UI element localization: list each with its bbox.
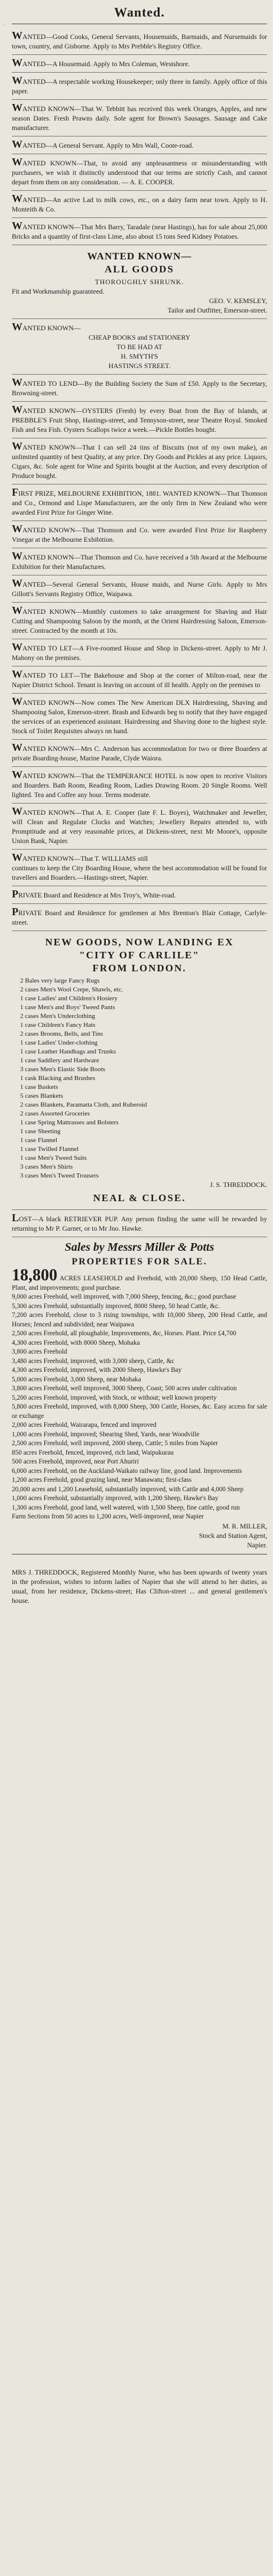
ad-text: WANTED KNOWN—That Thomson and Co. were awarded First Prize for Raspberry Vinegar at the Melbourne Exhibition. [12, 523, 267, 544]
ad-item [12, 548, 267, 575]
ad-item [12, 666, 267, 694]
ad-subheading: TO BE HAD AT [116, 343, 162, 351]
ad-books [12, 319, 267, 375]
ad-text: WANTED—Good Cooks, General Servants, Housemaids, Barmaids, and Nursemaids for town, country, and Gisborne. Apply to Mrs Prebble's Registry Office. [12, 30, 267, 50]
ad-item [12, 804, 267, 850]
list-item: 2 cases Brooms, Bells, and Tins [20, 1030, 103, 1037]
ad-item [12, 767, 267, 804]
ad-item [12, 55, 267, 73]
property-text: ACRES LEASEHOLD and Freehold, with 20,000 Sheep, 150 Head Cattle, Plant, and improvements; good purchase. [12, 1275, 267, 1292]
property-row: 1,300 acres Freehold, good land, well watered, with 1,500 Sheep, fine cattle, good run [12, 1504, 240, 1511]
ad-text: WANTED KNOWN—That A. E. Cooper (late F. L. Boyes), Watchmaker and Jeweller, will Clean and Regulate Clocks and Watches; Jewellery Repairs attended to, with Promptitude and at very reasonable prices, at Dickens-street, next Mr Moore's, opposite Union Bank, Napier. [12, 805, 267, 845]
ad-text: WANTED KNOWN—That the TEMPERANCE HOTEL is now open to receive Visitors and Boarders. Bath Room, Reading Room, Ladies Drawing Room. 20 Single Rooms. Well lighted. Tea and Coffee any hour. Terms moderate. [12, 769, 267, 799]
ad-text: WANTED TO LET—The Bakehouse and Shop at the corner of Milton-road, near the Napier District School. Tenant is leaving on account of ill health. Apply on the premises to [12, 668, 267, 689]
property-row: 20,000 acres and 1,200 Leasehold, substantially improved, with Cattle and 4,000 Sheep [12, 1485, 244, 1493]
ad-all-goods [12, 245, 267, 319]
ad-item [12, 521, 267, 548]
ad-text: continues to keep the City Boarding House, where the best accommodation will be found for travellers and Boarders.—Hastings-street, Napier. [12, 864, 267, 882]
acres-figure: 18,800 [12, 1266, 57, 1284]
property-row: 5,800 acres Freehold, improved, with 8,000 Sheep, 300 Cattle, Horses, &c. Easy access for sale or exchange [12, 1403, 267, 1420]
list-item: 1 case Leather Handbags and Trunks [20, 1048, 116, 1055]
ad-williams [12, 850, 267, 886]
ad-item [12, 100, 267, 136]
property-row: 6,000 acres Freehold, on the Auckland-Waikato railway line, good land. Improvements [12, 1467, 242, 1475]
property-row: 2,500 acres Freehold, well improved, 2000 sheep, Cattle; 5 miles from Napier [12, 1440, 218, 1447]
ad-text: WANTED KNOWN—That I can sell 24 tins of Biscuits (not of my own make), an unlimited quantity of best Quality, at any price. Dry Goods and Pickles at any price. Liquors, Cigars, &c. Sole agent for Wine and Spirits bought at the Auction, and every description of Produce bought. [12, 440, 267, 480]
ad-heading: CHEAP BOOKS and STATIONERY [88, 334, 191, 341]
property-row: 4,300 acres Freehold, improved, with 2000 Sheep, Hawke's Bay [12, 1367, 182, 1374]
properties-signature: Napier. [247, 1541, 267, 1549]
ad-item [12, 136, 267, 154]
ad-text: WANTED TO LEND—By the Building Society the Sum of £50. Apply to the Secretary, Browning-street. [12, 376, 267, 397]
property-row: 7,200 acres Freehold, close to 3 rising townships, with 10,000 Sheep, 200 Head Cattle, and Horses; fenced and subdivided; near Waipawa [12, 1312, 267, 1328]
list-item: 1 case Men's Tweed Suits [20, 1154, 87, 1162]
sales-banner: Sales by Messrs Miller & Potts [64, 1241, 214, 1254]
sales-section [12, 1241, 267, 1550]
ad-signature: J. S. THREDDOCK. [210, 1181, 267, 1189]
ad-item [12, 694, 267, 740]
ad-subheading: H. SMYTH'S [121, 353, 158, 360]
property-row: 1,200 acres Freehold, good grazing land, near Manawatu; first-class [12, 1476, 192, 1484]
list-item: 3 cases Men's Shirts [20, 1163, 73, 1170]
ad-item [12, 73, 267, 100]
properties-signature: M. R. MILLER, [222, 1522, 267, 1530]
ad-text: WANTED KNOWN—That Mrs Barry, Taradale (near Hastings), has for sale about 25,000 Bricks and a quantity of first-class Lime, also about 15 tons Seed Kidney Potatoes. [12, 220, 267, 240]
list-item: 1 case Ladies' and Children's Hosiery [20, 995, 118, 1002]
ad-item [12, 402, 267, 438]
ad-subheading: HASTINGS STREET. [108, 362, 171, 370]
list-item: 2 cases Blankets, Paramatta Cloth, and Ruberoid [20, 1101, 147, 1108]
list-item: 3 cases Men's Elastic Side Boots [20, 1066, 106, 1073]
list-item: 1 case Saddlery and Hardware [20, 1057, 99, 1064]
list-item: 1 case Men's and Boys' Tweed Pants [20, 1004, 115, 1011]
ad-lodge-board [12, 904, 267, 931]
ad-text: PRIVATE Board and Residence at Mrs Troy's, White-road. [12, 888, 176, 900]
ad-item [12, 28, 267, 55]
ad-signature: Tailor and Outfitter, Emerson-street. [167, 307, 267, 314]
property-row: 4,300 acres Freehold, with 8000 Sheep, Mohaka [12, 1339, 140, 1346]
ad-private-board [12, 886, 267, 904]
ad-item [12, 218, 267, 245]
ad-text: WANTED—Several General Servants, House maids, and Nurse Girls. Apply to Mrs Gillott's Servants Registry Office, Waipawa. [12, 577, 267, 598]
ad-text: FIRST PRIZE, MELBOURNE EXHIBITION, 1881. WANTED KNOWN—That Thomson and Co., Ormond and Lispe Manufacturers, are the only firm in New Zealand who were awarded First Prize for Ginger Wine. [12, 486, 267, 516]
property-row: 850 acres Freehold, fenced, improved, rich land, Waipukurau [12, 1449, 174, 1456]
ad-text: WANTED—A General Servant. Apply to Mrs Wall, Coote-road. [12, 138, 194, 150]
list-item: 2 Bales very large Fancy Rugs [20, 977, 100, 984]
ad-lost [12, 1210, 267, 1237]
ad-text: WANTED KNOWN—That T. WILLIAMS still [12, 851, 148, 863]
ad-text: WANTED KNOWN—That Thomson and Co. have received a 5th Award at the Melbourne Exhibition for their Manufactures. [12, 550, 267, 571]
ads-block-2 [12, 375, 267, 850]
ads-block-1 [12, 28, 267, 245]
ad-text: MRS J. THREDDOCK, Registered Monthly Nurse, who has been upwards of twenty years in the profession, wishes to inform ladies of Napier that she will attend to her duties, as usual, from her residence, Dickens-street; Has Clifton-street ... and general gentlemen's house. [12, 1569, 267, 1605]
properties-signature: Stock and Station Agent, [199, 1531, 267, 1540]
list-item: 1 case Twilled Flannel [20, 1146, 79, 1153]
page-title: Wanted. [114, 5, 165, 19]
ad-subheading: THOROUGHLY SHRUNK. [95, 278, 184, 286]
property-row: Farm Sections from 50 acres to 1,200 acres, Well-improved, near Napier [12, 1513, 204, 1520]
ad-text: WANTED KNOWN—That W. Tebbitt has received this week Oranges, Apples, and new season Dates. Fresh Prawns daily. Sole agent for Brown's Sausages. Sausage and Cake manufacturer. [12, 102, 267, 132]
advert-column [4, 0, 269, 1606]
ad-heading: "CITY OF CARLILE" [79, 949, 200, 961]
properties-heading: PROPERTIES FOR SALE. [72, 1257, 207, 1267]
ad-heading: FROM LONDON. [92, 962, 187, 974]
property-row: 5,300 acres Freehold, substantially improved, 8000 Sheep, 50 head Cattle, &c. [12, 1302, 220, 1310]
ad-signature: NEAL & CLOSE. [93, 1192, 186, 1204]
list-item: 1 case Sheeting [20, 1128, 61, 1135]
property-row: 3,480 acres Freehold, improved, with 3,000 sheep, Cattle, &c [12, 1357, 175, 1365]
ad-text: Fit and Workmanship guaranteed. [12, 288, 105, 295]
list-item: 1 case Ladies' Under-clothing [20, 1039, 98, 1046]
ad-heading: NEW GOODS, NOW LANDING EX [45, 936, 234, 948]
list-item: 1 case Children's Fancy Hats [20, 1022, 96, 1029]
list-item: 5 cases Blankets [20, 1092, 63, 1100]
property-row: 1,000 acres Freehold, substantially improved, with 1,200 Sheep, Hawke's Bay [12, 1495, 219, 1502]
property-row: 500 acres Freehold, improved, near Port Ahuriri [12, 1458, 139, 1465]
ad-text: WANTED KNOWN—Monthly customers to take arrangement for Shaving and Hair Cutting and Shampooing Saloon by the month, at the Orient Hairdressing Saloon, Emerson-street. Contracted by the month at 10s. [12, 604, 267, 635]
goods-list [12, 977, 267, 1180]
property-row: 5,000 acres Freehold, 3,000 Sheep, near Mohaka [12, 1375, 141, 1383]
ad-text: WANTED—A respectable working Housekeeper; only three in family. Apply office of this paper. [12, 74, 267, 95]
property-row: 2,500 acres Freehold, all ploughable, Improvements, &c, Horses. Plant. Price £4,700 [12, 1330, 236, 1337]
property-row: 1,000 acres Freehold, improved; Shearing Shed, Yards, near Woodville [12, 1430, 200, 1438]
ad-item [12, 438, 267, 484]
ad-item [12, 191, 267, 218]
ad-threddock [12, 1558, 267, 1606]
ad-text: PRIVATE Board and Residence for gentlemen at Mrs Brenton's Blair Cottage, Carlyle-street. [12, 906, 267, 926]
ad-item [12, 639, 267, 666]
ad-item [12, 603, 267, 639]
ad-text: LOST—A black RETRIEVER PUP. Any person finding the same will be rewarded by returning to Mr P. Garnet, or to Mr Jno. Hawke. [12, 1212, 267, 1232]
ad-item [12, 484, 267, 521]
list-item: 1 case Flannel [20, 1137, 57, 1144]
property-row [12, 1266, 267, 1293]
ad-text: WANTED KNOWN—Mrs C. Anderson has accommodation for two or three Boarders at private Boarding-house, Marine Parade, Clyde Waiora. [12, 741, 267, 762]
ad-signature: GEO. V. KEMSLEY, [209, 297, 267, 305]
ad-text: WANTED KNOWN—OYSTERS (Fresh) by every Boat from the Bay of Islands, at PREBBLE'S Fruit Shop, Hastings-street, and Tennyson-street, near Theatre Royal. Smoked Fish and Sea Fish. Oysters Scallops twice a week.—Pickle Bottles bought. [12, 404, 267, 434]
ad-text: WANTED—A Housemaid. Apply to Mrs Coleman, Westshore. [12, 57, 190, 69]
ad-item [12, 154, 267, 191]
list-item: 1 cask Blacking and Brushes [20, 1075, 96, 1082]
ad-text: WANTED KNOWN— [12, 321, 81, 333]
list-item: 2 cases Assorted Groceries [20, 1110, 90, 1117]
list-item: 1 case Spring Mattrasses and Bolsters [20, 1119, 119, 1126]
ad-text: WANTED TO LET—A Five-roomed House and Shop in Dickens-street. Apply to Mr J. Mahony on the premises. [12, 641, 267, 662]
list-item: 2 cases Men's Underclothing [20, 1013, 95, 1020]
margin-mark: · [1, 24, 5, 25]
ad-item [12, 575, 267, 603]
property-row: 3,800 acres Freehold [12, 1348, 67, 1355]
ad-heading: ALL GOODS [105, 264, 174, 275]
ad-text: WANTED—An active Lad to milk cows, etc., on a dairy farm near town. Apply to H. Monteith & Co. [12, 193, 267, 213]
ad-item [12, 375, 267, 402]
ad-text: WANTED KNOWN—Now comes The New American DLX Hairdressing, Shaving and Shampooing Salon, Emerson-street. Brash and Edwards beg to notify that they have engaged the services of an experienced assistant. Hairdressing and Shaving done to the highest style. Stock of Toilet Requisites always on hand. [12, 695, 267, 735]
ad-heading: WANTED KNOWN— [87, 251, 192, 262]
property-row: 3,800 acres Freehold, well improved, 3000 Sheep, Coast; 500 acres under cultivation [12, 1385, 237, 1392]
property-row: 5,200 acres Freehold, improved, with Stock, or without; well known property [12, 1394, 217, 1401]
list-item: 1 case Baskets [20, 1084, 58, 1091]
list-item: 3 cases Men's Tweed Trousers [20, 1172, 99, 1179]
ad-text: WANTED KNOWN—That, to avoid any unpleasantness or misunderstanding with purchasers, we wish it distinctly understood that our terms are strictly Cash, and cannot depart from them on any consideration. — A. E. COOPER. [12, 156, 267, 186]
property-row: 2,000 acres Freehold, Wairarapa, fenced and improved [12, 1422, 157, 1429]
property-row: 9,000 acres Freehold, well improved, with 7,000 Sheep, fencing, &c.; good purchase [12, 1293, 236, 1300]
list-item: 2 cases Men's Wool Crepe, Shawls, etc. [20, 986, 124, 993]
ad-new-goods [12, 931, 267, 1210]
ad-item [12, 740, 267, 767]
